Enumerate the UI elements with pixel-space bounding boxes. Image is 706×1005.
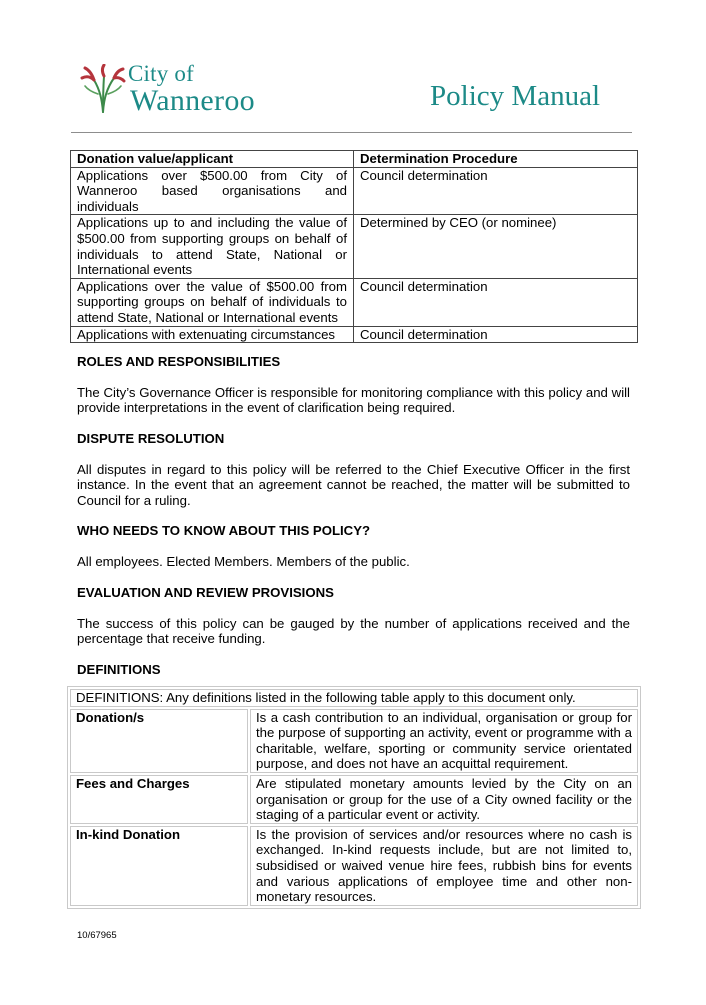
section-evaluation	[77, 585, 630, 647]
section-heading: DEFINITIONS	[77, 662, 161, 677]
document-title: Policy Manual	[430, 80, 600, 112]
section-heading: DISPUTE RESOLUTION	[77, 431, 225, 446]
procedure-cell: Determined by CEO (or nominee)	[354, 215, 638, 278]
section-dispute	[77, 431, 630, 508]
logo-text-wanneroo: Wanneroo	[130, 84, 255, 117]
section-definitions	[77, 662, 630, 678]
table-row	[70, 775, 638, 824]
definition-term: Donation/s	[70, 709, 248, 773]
applicant-cell: Applications over $500.00 from City of Wanneroo based organisations and individuals	[71, 167, 354, 215]
table-row	[70, 826, 638, 906]
city-of-wanneroo-logo	[80, 62, 280, 124]
definition-text: Is the provision of services and/or resources where no cash is exchanged. In-kind requests include, but are not limited to, subsidised or waived venue hire fees, rubbish bins for events and various applications of employee time and other non-monetary resources.	[250, 826, 638, 906]
procedure-cell: Council determination	[354, 167, 638, 215]
section-body: All disputes in regard to this policy will be referred to the Chief Executive Officer in the first instance. In the event that an agreement cannot be reached, the matter will be submitted to Council for a ruling.	[77, 461, 630, 508]
section-roles	[77, 354, 630, 416]
document-reference: 10/67965	[77, 930, 117, 941]
table-row	[71, 326, 638, 343]
column-header: Determination Procedure	[354, 151, 638, 168]
section-body: The success of this policy can be gauged by the number of applications received and the percentage that receive funding.	[77, 615, 630, 647]
column-header: Donation value/applicant	[71, 151, 354, 168]
table-row	[71, 167, 638, 215]
procedure-cell: Council determination	[354, 326, 638, 343]
section-body: The City’s Governance Officer is responsible for monitoring compliance with this policy and will provide interpretations in the event of clarification being required.	[77, 384, 630, 416]
definitions-caption: DEFINITIONS: Any definitions listed in the following table apply to this document only.	[70, 689, 638, 707]
section-heading: WHO NEEDS TO KNOW ABOUT THIS POLICY?	[77, 523, 371, 538]
table-row	[70, 709, 638, 773]
applicant-cell: Applications up to and including the value of $500.00 from supporting groups on behalf of individuals to attend State, National or International events	[71, 215, 354, 278]
applicant-cell: Applications with extenuating circumstances	[71, 326, 354, 343]
section-who-needs-to-know	[77, 523, 630, 569]
definition-term: Fees and Charges	[70, 775, 248, 824]
definition-term: In-kind Donation	[70, 826, 248, 906]
donation-procedure-table	[70, 150, 638, 343]
procedure-cell: Council determination	[354, 278, 638, 326]
definition-text: Are stipulated monetary amounts levied by the City on an organisation or group for the use of a City owned facility or the staging of a particular event or activity.	[250, 775, 638, 824]
definitions-table	[67, 686, 641, 909]
section-heading: ROLES AND RESPONSIBILITIES	[77, 354, 281, 369]
kangaroo-paw-icon	[80, 64, 126, 114]
table-row	[71, 278, 638, 326]
header-divider	[71, 132, 632, 133]
logo-text-city-of: City of	[128, 61, 194, 86]
definitions-grid	[68, 707, 640, 908]
table-row	[71, 215, 638, 278]
applicant-cell: Applications over the value of $500.00 from supporting groups on behalf of individuals to attend State, National or International events	[71, 278, 354, 326]
definition-text: Is a cash contribution to an individual, organisation or group for the purpose of supporting an activity, event or programme with a charitable, welfare, sporting or community service orientated purpose, and does not have an acquittal requirement.	[250, 709, 638, 773]
section-body: All employees. Elected Members. Members of the public.	[77, 553, 410, 569]
section-heading: EVALUATION AND REVIEW PROVISIONS	[77, 585, 334, 600]
table-header-row	[71, 151, 638, 168]
